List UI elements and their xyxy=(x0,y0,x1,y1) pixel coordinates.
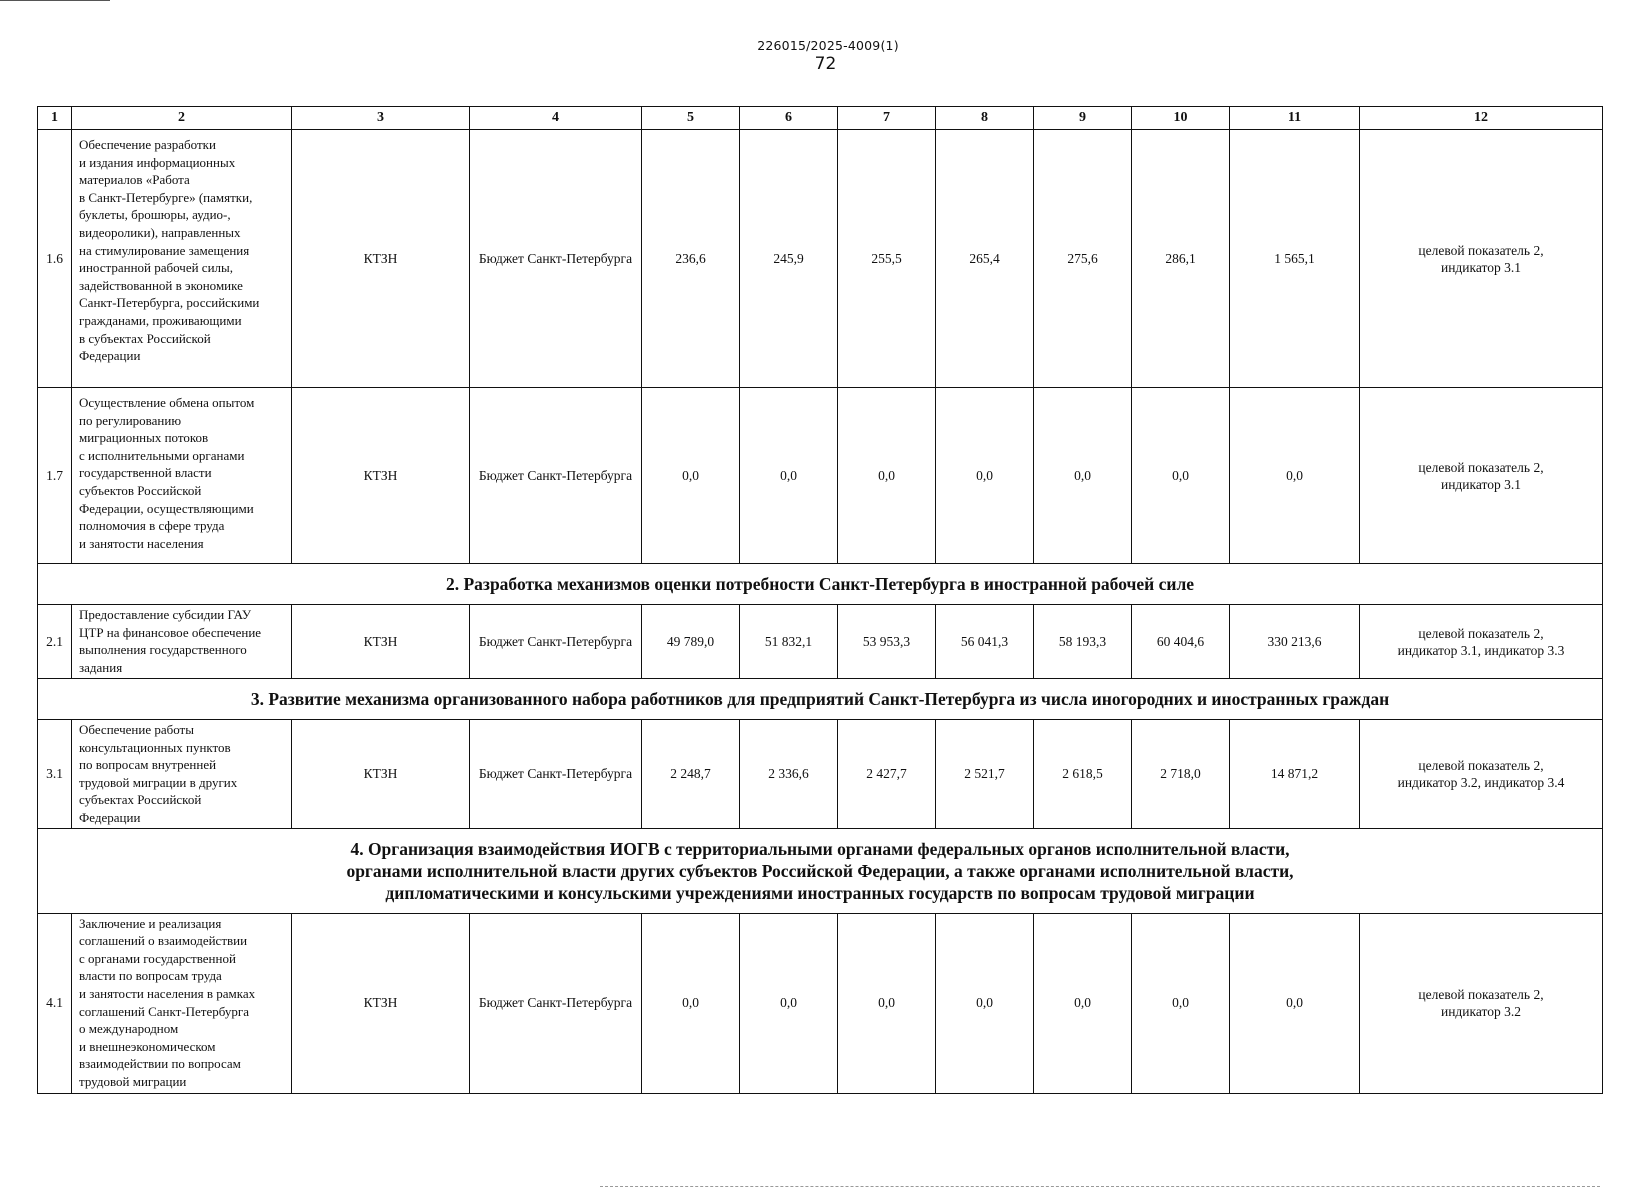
row-value: 0,0 xyxy=(642,388,740,564)
text-line: целевой показатель 2, xyxy=(1418,459,1544,475)
text-line: соглашений Санкт-Петербурга xyxy=(79,1003,249,1019)
column-header-10: 10 xyxy=(1132,107,1230,130)
text-line: ЦТР на финансовое обеспечение xyxy=(79,624,262,640)
text-line: индикатор 3.2 xyxy=(1440,1004,1521,1020)
text-line: Заключение и реализация xyxy=(79,915,222,931)
text-line: дипломатическими и консульскими учреждениями иностранных государств по вопросам трудовой миграции xyxy=(385,882,1255,903)
column-header-9: 9 xyxy=(1034,107,1132,130)
row-executor: КТЗН xyxy=(292,388,470,564)
column-header-2: 2 xyxy=(72,107,292,130)
text-line: целевой показатель 2, xyxy=(1418,757,1544,773)
text-line: Федерации xyxy=(79,809,141,825)
text-line: по вопросам внутренней xyxy=(79,757,217,773)
text-line: целевой показатель 2, xyxy=(1418,242,1544,258)
row-value: 56 041,3 xyxy=(936,605,1034,679)
text-line: гражданами, проживающими xyxy=(79,312,242,328)
table-row xyxy=(38,388,1603,564)
text-line: органами исполнительной власти других субъектов Российской Федерации, а также органами исполнительной власти, xyxy=(346,860,1294,881)
text-line: задействованной в экономике xyxy=(79,277,243,293)
corner-scan-line xyxy=(0,0,110,1)
text-line: Осуществление обмена опытом xyxy=(79,395,255,410)
row-number: 4.1 xyxy=(38,913,72,1093)
row-value: 0,0 xyxy=(1132,913,1230,1093)
row-target-indicator xyxy=(1360,388,1603,564)
text-line: власти по вопросам труда xyxy=(79,968,222,984)
budget-table-wrapper xyxy=(37,106,1603,1094)
row-value: 0,0 xyxy=(642,913,740,1093)
text-line: и издания информационных xyxy=(79,154,236,170)
column-header-3: 3 xyxy=(292,107,470,130)
row-value: 49 789,0 xyxy=(642,605,740,679)
text-line: государственной власти xyxy=(79,465,212,481)
row-value: 53 953,3 xyxy=(838,605,936,679)
row-value: 58 193,3 xyxy=(1034,605,1132,679)
row-value: 0,0 xyxy=(1132,388,1230,564)
row-value: 0,0 xyxy=(838,913,936,1093)
text-line: индикатор 3.1 xyxy=(1440,259,1521,275)
text-line: и внешнеэкономическом xyxy=(79,1038,216,1054)
row-target-indicator xyxy=(1360,130,1603,388)
row-value: 2 521,7 xyxy=(936,720,1034,829)
row-number: 3.1 xyxy=(38,720,72,829)
header-row xyxy=(38,107,1603,130)
text-line: Федерации xyxy=(79,348,141,364)
section-heading: 3. Развитие механизма организованного набора работников для предприятий Санкт-Петербурга из числа иногородних и иностранных граждан xyxy=(38,679,1603,720)
row-target-indicator xyxy=(1360,720,1603,829)
row-value: 0,0 xyxy=(936,388,1034,564)
text-line: 4. Организация взаимодействия ИОГВ с территориальными органами федеральных органов исполнительной власти, xyxy=(350,838,1290,859)
row-number: 1.7 xyxy=(38,388,72,564)
text-line: консультационных пунктов xyxy=(79,739,231,755)
row-description xyxy=(72,388,292,564)
row-value: 2 248,7 xyxy=(642,720,740,829)
row-total: 1 565,1 xyxy=(1230,130,1360,388)
page-number: 72 xyxy=(814,54,837,74)
text-line: материалов «Работа xyxy=(79,172,190,188)
text-line: миграционных потоков xyxy=(79,430,209,446)
text-line: целевой показатель 2, xyxy=(1418,987,1544,1003)
table-row xyxy=(38,720,1603,829)
text-line: в субъектах Российской xyxy=(79,330,211,346)
row-executor: КТЗН xyxy=(292,720,470,829)
row-total: 330 213,6 xyxy=(1230,605,1360,679)
text-line: буклеты, брошюры, аудио-, xyxy=(79,207,231,223)
row-funding-source: Бюджет Санкт-Петербурга xyxy=(470,388,642,564)
text-line: индикатор 3.1, индикатор 3.3 xyxy=(1397,642,1565,658)
row-value: 0,0 xyxy=(838,388,936,564)
column-header-12: 12 xyxy=(1360,107,1603,130)
row-target-indicator xyxy=(1360,605,1603,679)
row-target-indicator xyxy=(1360,913,1603,1093)
row-description xyxy=(72,130,292,388)
text-line: Федерации, осуществляющими xyxy=(79,500,254,516)
row-value: 2 427,7 xyxy=(838,720,936,829)
row-value: 236,6 xyxy=(642,130,740,388)
row-value: 60 404,6 xyxy=(1132,605,1230,679)
row-funding-source: Бюджет Санкт-Петербурга xyxy=(470,913,642,1093)
text-line: субъектах Российской xyxy=(79,792,202,808)
page-header xyxy=(0,38,1641,74)
row-description xyxy=(72,720,292,829)
row-value: 2 618,5 xyxy=(1034,720,1132,829)
text-line: и занятости населения xyxy=(79,535,204,551)
row-value: 0,0 xyxy=(1034,388,1132,564)
column-header-8: 8 xyxy=(936,107,1034,130)
row-value: 2 718,0 xyxy=(1132,720,1230,829)
text-line: о международном xyxy=(79,1021,179,1037)
row-funding-source: Бюджет Санкт-Петербурга xyxy=(470,720,642,829)
row-value: 51 832,1 xyxy=(740,605,838,679)
text-line: соглашений о взаимодействии xyxy=(79,933,248,949)
text-line: по регулированию xyxy=(79,412,182,428)
text-line: индикатор 3.2, индикатор 3.4 xyxy=(1397,774,1565,790)
row-funding-source: Бюджет Санкт-Петербурга xyxy=(470,605,642,679)
table-row xyxy=(38,130,1603,388)
text-line: Обеспечение разработки xyxy=(79,137,216,152)
text-line: иностранной рабочей силы, xyxy=(79,260,234,276)
row-value: 286,1 xyxy=(1132,130,1230,388)
text-line: полномочия в сфере труда xyxy=(79,518,225,534)
row-description xyxy=(72,605,292,679)
row-funding-source: Бюджет Санкт-Петербурга xyxy=(470,130,642,388)
text-line: целевой показатель 2, xyxy=(1418,625,1544,641)
row-number: 1.6 xyxy=(38,130,72,388)
column-header-11: 11 xyxy=(1230,107,1360,130)
row-executor: КТЗН xyxy=(292,130,470,388)
column-header-4: 4 xyxy=(470,107,642,130)
document-id: 226015/2025-4009(1) xyxy=(757,38,899,53)
text-line: на стимулирование замещения xyxy=(79,242,250,258)
section-row xyxy=(38,679,1603,720)
section-heading: 2. Разработка механизмов оценки потребности Санкт-Петербурга в иностранной рабочей силе xyxy=(38,564,1603,605)
row-description xyxy=(72,913,292,1093)
column-header-1: 1 xyxy=(38,107,72,130)
text-line: Санкт-Петербурга, российскими xyxy=(79,295,260,311)
row-executor: КТЗН xyxy=(292,913,470,1093)
row-executor: КТЗН xyxy=(292,605,470,679)
text-line: в Санкт-Петербурге» (памятки, xyxy=(79,189,253,205)
row-value: 2 336,6 xyxy=(740,720,838,829)
text-line: взаимодействии по вопросам xyxy=(79,1056,241,1072)
row-number: 2.1 xyxy=(38,605,72,679)
section-heading xyxy=(38,828,1603,913)
text-line: трудовой миграции в других xyxy=(79,774,238,790)
text-line: трудовой миграции xyxy=(79,1073,187,1089)
text-line: видеоролики), направленных xyxy=(79,224,241,240)
text-line: задания xyxy=(79,659,123,675)
row-value: 245,9 xyxy=(740,130,838,388)
text-line: индикатор 3.1 xyxy=(1440,476,1521,492)
text-line: и занятости населения в рамках xyxy=(79,985,256,1001)
row-total: 0,0 xyxy=(1230,388,1360,564)
section-row xyxy=(38,828,1603,913)
row-value: 255,5 xyxy=(838,130,936,388)
scan-footer-line xyxy=(600,1186,1600,1188)
text-line: Предоставление субсидии ГАУ xyxy=(79,607,252,622)
table-row xyxy=(38,913,1603,1093)
text-line: с исполнительными органами xyxy=(79,447,245,463)
budget-table xyxy=(37,106,1603,1094)
row-value: 275,6 xyxy=(1034,130,1132,388)
row-total: 14 871,2 xyxy=(1230,720,1360,829)
row-value: 0,0 xyxy=(1034,913,1132,1093)
row-value: 0,0 xyxy=(936,913,1034,1093)
column-header-5: 5 xyxy=(642,107,740,130)
row-value: 0,0 xyxy=(740,913,838,1093)
column-header-7: 7 xyxy=(838,107,936,130)
section-row xyxy=(38,564,1603,605)
row-value: 0,0 xyxy=(740,388,838,564)
table-row xyxy=(38,605,1603,679)
text-line: Обеспечение работы xyxy=(79,722,194,737)
column-header-6: 6 xyxy=(740,107,838,130)
row-total: 0,0 xyxy=(1230,913,1360,1093)
row-value: 265,4 xyxy=(936,130,1034,388)
text-line: субъектов Российской xyxy=(79,482,202,498)
text-line: с органами государственной xyxy=(79,950,236,966)
text-line: выполнения государственного xyxy=(79,642,247,658)
